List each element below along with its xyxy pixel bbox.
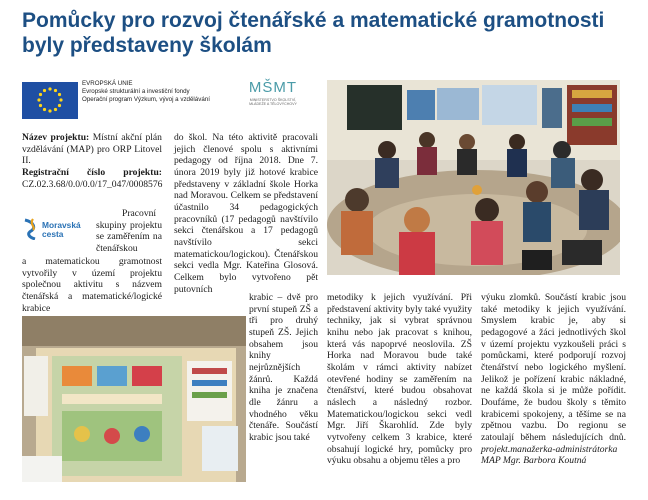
region-logo-line: cesta [42, 229, 64, 239]
region-logo-text [42, 221, 81, 239]
eu-flag-logo [22, 82, 78, 119]
paragraph: krabic – dvě pro první stupeň ZŠ a tři pro druhý stupeň ZŠ. Jejich obsahem jsou knihy nejrůznějších žánrů. Každá kniha je značena dle žánru a vhodného věku čtenáře. Součástí krabic jsou také [249, 292, 318, 443]
body-text-col4 [481, 292, 626, 467]
paragraph: Pracovní skupiny projektu se zaměřením na čtenářskou [96, 208, 162, 254]
author-credit: projekt.manažerka-administrátorka MAP Mgr. Barbora Koutná [481, 443, 618, 467]
project-name-value: Místní akční plán vzdělávání (MAP) pro ORP Litovel II. [22, 132, 162, 167]
paragraph: metodiky k jejich využívání. Při představení aktivity byly také využity techniky, jak si vybrat správnou knihu nebo jak pracovat s knihou, která vás napoprvé neoslovila. ZŠ Horka nad Moravou bude také školám v rámci aktivity nabízet otevřené hodiny se zaměřením na čtenářství, které budou obsahovat náslech a následný rozbor. Matematickou/logickou sekci vedl Mgr. Jiří Škarohlíd. Zde byly vytvořeny celkem 3 krabice, které obsahují logické hry, pomůcky pro výuku obsahu a objemu těles a pro [327, 292, 472, 467]
paragraph: výuku zlomků. Součástí krabic jsou také metodiky k jejich využívání. Smyslem krabic je, aby si pedagogové a žáci jednotlivých škol v území projektu vyzkoušeli práci s pomůckami, které podporují rozvoj čtenářství nebo logického myšlení. Jelikož je pořízení krabic nákladné, ne každá škola si je může pořídit. Doufáme, že budou školy s těmito krabicemi spokojeny, a těšíme se na zpětnou vazbu. Do regionu se zatoulají během následujících dnů. [481, 292, 626, 443]
eu-line: EVROPSKÁ UNIE [82, 80, 133, 87]
paragraph: do škol. Na této aktivitě pracovali jejich členové spolu s aktivními pedagogy od října 2018. Dne 7. února 2019 byly již hotové krabice představeny v základní škole Horka nad Moravou. Celkem se představení účastnilo 34 pedagogických pracovníků (17 pedagogů navštívilo sekci čtenářskou a 17 pedagogů navštívilo sekci matematickou/logickou). Čtenářskou sekci vedla Mgr. Kateřina Glosová. Celkem bylo vytvořeno pět putovních [174, 132, 318, 295]
body-text-col3 [327, 292, 472, 467]
body-text-col2 [174, 132, 318, 295]
moravska-cesta-logo [22, 216, 92, 250]
article-headline: Pomůcky pro rozvoj čtenářské a matematické gramotnosti byly představeny školám [22, 9, 605, 57]
region-logo-line: Moravská [42, 220, 81, 230]
body-text-col1 [22, 256, 162, 314]
body-text-col2-lower [249, 292, 318, 444]
project-info [22, 132, 162, 190]
eu-line: Evropské strukturální a investiční fondy [82, 88, 190, 96]
project-reg-label: Registrační číslo projektu: [22, 166, 162, 178]
msmt-line: MLÁDEŽE A TĚLOVÝCHOVY [249, 102, 297, 107]
msmt-mark: MŠMT [248, 79, 298, 96]
msmt-line: MINISTERSTVO ŠKOLSTVÍ, [249, 98, 297, 102]
eu-line: Operační program Výzkum, vývoj a vzdělávání [82, 96, 210, 104]
board-game-photo [22, 316, 246, 482]
paragraph: a matematickou gramotnost vytvořily v území projektu společnou aktivitu s názvem čtenářská a matematické/logické krabice [22, 256, 162, 314]
project-name-label: Název projektu: [22, 132, 90, 143]
msmt-logo [237, 80, 309, 124]
workshop-photo [327, 80, 620, 275]
project-reg-value: CZ.02.3.68/0.0/0.0/17_047/0008576 [22, 178, 163, 190]
msmt-caption [237, 98, 309, 107]
eu-logo-text [82, 80, 242, 105]
body-text-col1-beside-logo [96, 208, 162, 255]
